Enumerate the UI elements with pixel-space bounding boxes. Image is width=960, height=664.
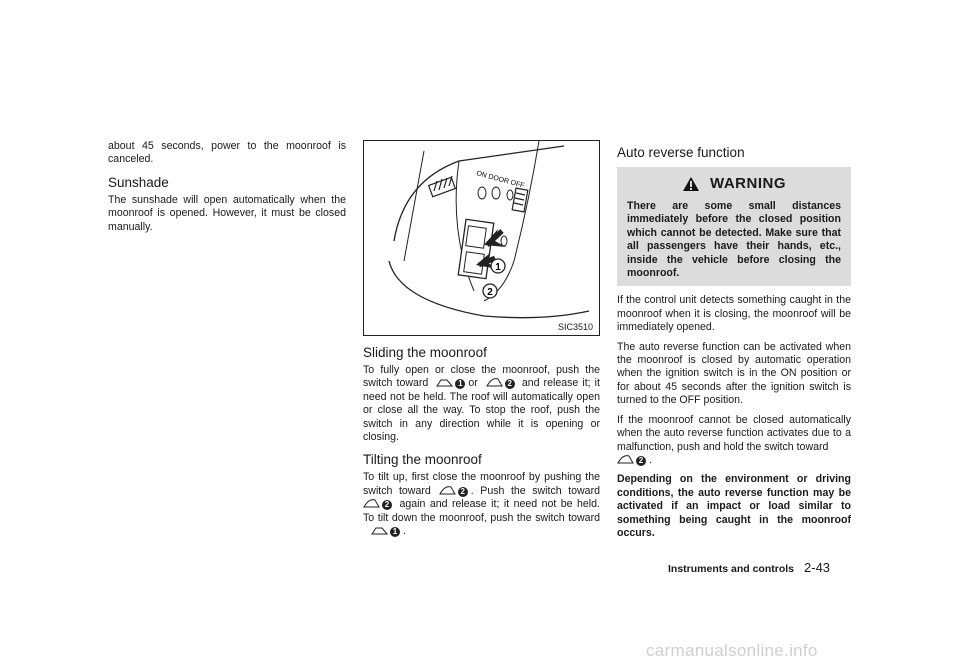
auto-reverse-paragraph-1: If the control unit detects something caught in the moonroof when it is closing, the moonroof will be immediately opened.	[617, 294, 851, 334]
auto-reverse-heading: Auto reverse function	[617, 145, 745, 160]
warning-box	[617, 167, 851, 286]
watermark: carmanualsonline.info	[646, 641, 818, 660]
continued-paragraph: about 45 seconds, power to the moonroof is canceled.	[108, 140, 346, 166]
warning-header	[627, 175, 841, 192]
callout-2: 2	[487, 287, 493, 298]
sunshade-heading: Sunshade	[108, 174, 169, 190]
moonroof-switch-icon	[486, 377, 503, 387]
column-left	[108, 140, 346, 240]
moonroof-switch-icon	[617, 454, 634, 464]
moonroof-switch-icon	[371, 525, 388, 535]
moonroof-switch-icon	[436, 377, 453, 387]
auto-reverse-paragraph-4: Depending on the environment or driving conditions, the auto reverse function may be activated if an impact or load similar to something being caught in the moonroof occurs.	[617, 473, 851, 539]
warning-triangle-icon	[682, 176, 700, 192]
lamp-switch-label: ON DOOR OFF	[475, 170, 526, 190]
column-middle	[363, 140, 600, 544]
sliding-heading: Sliding the moonroof	[363, 345, 487, 360]
auto-reverse-paragraph-2: The auto reverse function can be activated when the moonroof is closed by automatic operation when the ignition switch is in the ON position or for about 45 seconds after the ignition switch is turned to the OFF position.	[617, 340, 851, 407]
number-badge: 2	[458, 487, 468, 497]
page-footer	[668, 560, 830, 575]
number-badge: 1	[455, 379, 465, 389]
moonroof-switch-icon	[439, 485, 456, 495]
figure-id: SIC3510	[557, 322, 593, 332]
sliding-paragraph: To fully open or close the moonroof, push the switch toward 1 or 2 and release it; it need not be held. The roof will automatically open or close all the way. To stop the roof, push the switch in any direction while it is opening or closing.	[363, 364, 600, 444]
moonroof-switch-illustration	[363, 140, 600, 336]
number-badge: 2	[636, 456, 646, 466]
number-badge: 2	[382, 500, 392, 510]
number-badge: 2	[505, 379, 515, 389]
auto-reverse-paragraph-3: If the moonroof cannot be closed automatically when the auto reverse function activates due to a malfunction, push and hold the switch toward 2 .	[617, 413, 851, 466]
illustration-drawing	[364, 141, 599, 335]
warning-title: WARNING	[710, 175, 786, 192]
page-number: 2-43	[804, 560, 831, 575]
number-badge: 1	[390, 527, 400, 537]
sunshade-paragraph: The sunshade will open automatically when the moonroof is opened. However, it must be closed manually.	[108, 193, 346, 233]
moonroof-switch-icon	[363, 498, 380, 508]
column-right	[617, 140, 851, 546]
callout-1: 1	[495, 262, 501, 273]
tilting-heading: Tilting the moonroof	[363, 452, 482, 468]
warning-text: There are some small distances immediately before the closed position which cannot be detected. Make sure that all passengers have their hands, etc., inside the vehicle before closing the moonroof.	[627, 200, 841, 280]
footer-section: Instruments and controls	[668, 563, 795, 575]
tilting-paragraph: To tilt up, first close the moonroof by pushing the switch toward 2 . Push the switch toward 2 again and release it; it need not be held. To tilt down the moonroof, push the switch toward1 .	[363, 471, 600, 538]
